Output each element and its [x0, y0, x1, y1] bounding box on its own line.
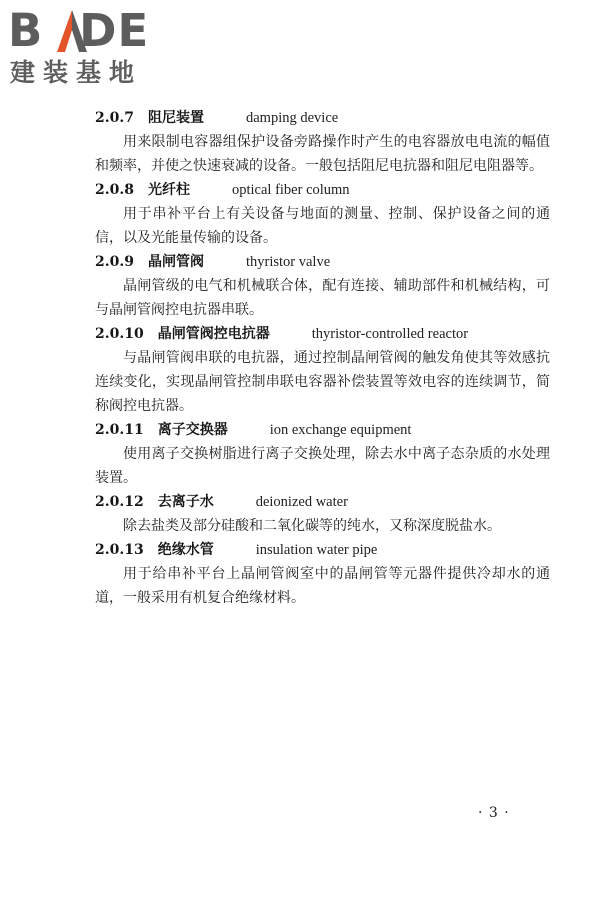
term-definition: 与晶闸管阀串联的电抗器，通过控制晶闸管阀的触发角使其等效感抗连续变化，实现晶闸管控制串联电容器补偿装置等效电容的连续调节，简称阀控电抗器。: [95, 350, 550, 414]
term-english: damping device: [245, 110, 339, 126]
term-number: 2.0.10: [95, 326, 144, 342]
term-english: optical fiber column: [231, 182, 350, 198]
term-definition: 使用离子交换树脂进行离子交换处理，除去水中离子态杂质的水处理装置。: [95, 446, 550, 486]
logo-triangle-icon: [55, 8, 89, 54]
term-heading: [95, 538, 550, 562]
term-chinese: 去离子水: [157, 494, 214, 510]
document-body: [95, 106, 550, 610]
logo: [8, 6, 178, 90]
term-number: 2.0.11: [95, 422, 144, 438]
logo-letters-de: DE: [79, 4, 150, 57]
term-chinese: 离子交换器: [157, 422, 228, 438]
term-number: 2.0.7: [95, 110, 134, 126]
term-heading: [95, 178, 550, 202]
term-definition: 用来限制电容器组保护设备旁路操作时产生的电容器放电电流的幅值和频率，并使之快速衰减的设备。一般包括阻尼电抗器和阻尼电阻器等。: [95, 134, 550, 174]
term-number: 2.0.13: [95, 542, 144, 558]
term-chinese: 晶闸管阀: [147, 254, 204, 270]
term-english: ion exchange equipment: [269, 422, 412, 438]
term-english: insulation water pipe: [255, 542, 378, 558]
term-heading: [95, 250, 550, 274]
term-chinese: 光纤柱: [147, 182, 190, 198]
term-definition: 除去盐类及部分硅酸和二氧化碳等的纯水，又称深度脱盐水。: [123, 518, 501, 534]
term-heading: [95, 106, 550, 130]
term-heading: [95, 322, 550, 346]
term-chinese: 绝缘水管: [157, 542, 214, 558]
term-chinese: 阻尼装置: [147, 110, 204, 126]
logo-letter-b: B: [8, 4, 44, 57]
term-definition: 用于串补平台上有关设备与地面的测量、控制、保护设备之间的通信，以及光能量传输的设备。: [95, 206, 550, 246]
term-heading: [95, 490, 550, 514]
page-number: · 3 ·: [478, 805, 510, 821]
term-chinese: 晶闸管阀控电抗器: [157, 326, 270, 342]
term-heading: [95, 418, 550, 442]
term-definition: 晶闸管级的电气和机械联合体，配有连接、辅助部件和机械结构，可与晶闸管阀控电抗器串联。: [95, 278, 550, 318]
term-number: 2.0.8: [95, 182, 134, 198]
logo-subtitle: 建装基地: [10, 58, 143, 87]
term-number: 2.0.12: [95, 494, 144, 510]
term-english: thyristor-controlled reactor: [311, 326, 469, 342]
term-english: deionized water: [255, 494, 348, 510]
term-number: 2.0.9: [95, 254, 134, 270]
term-definition: 用于给串补平台上晶闸管阀室中的晶闸管等元器件提供冷却水的通道，一般采用有机复合绝缘材料。: [95, 566, 550, 606]
term-english: thyristor valve: [245, 254, 331, 270]
